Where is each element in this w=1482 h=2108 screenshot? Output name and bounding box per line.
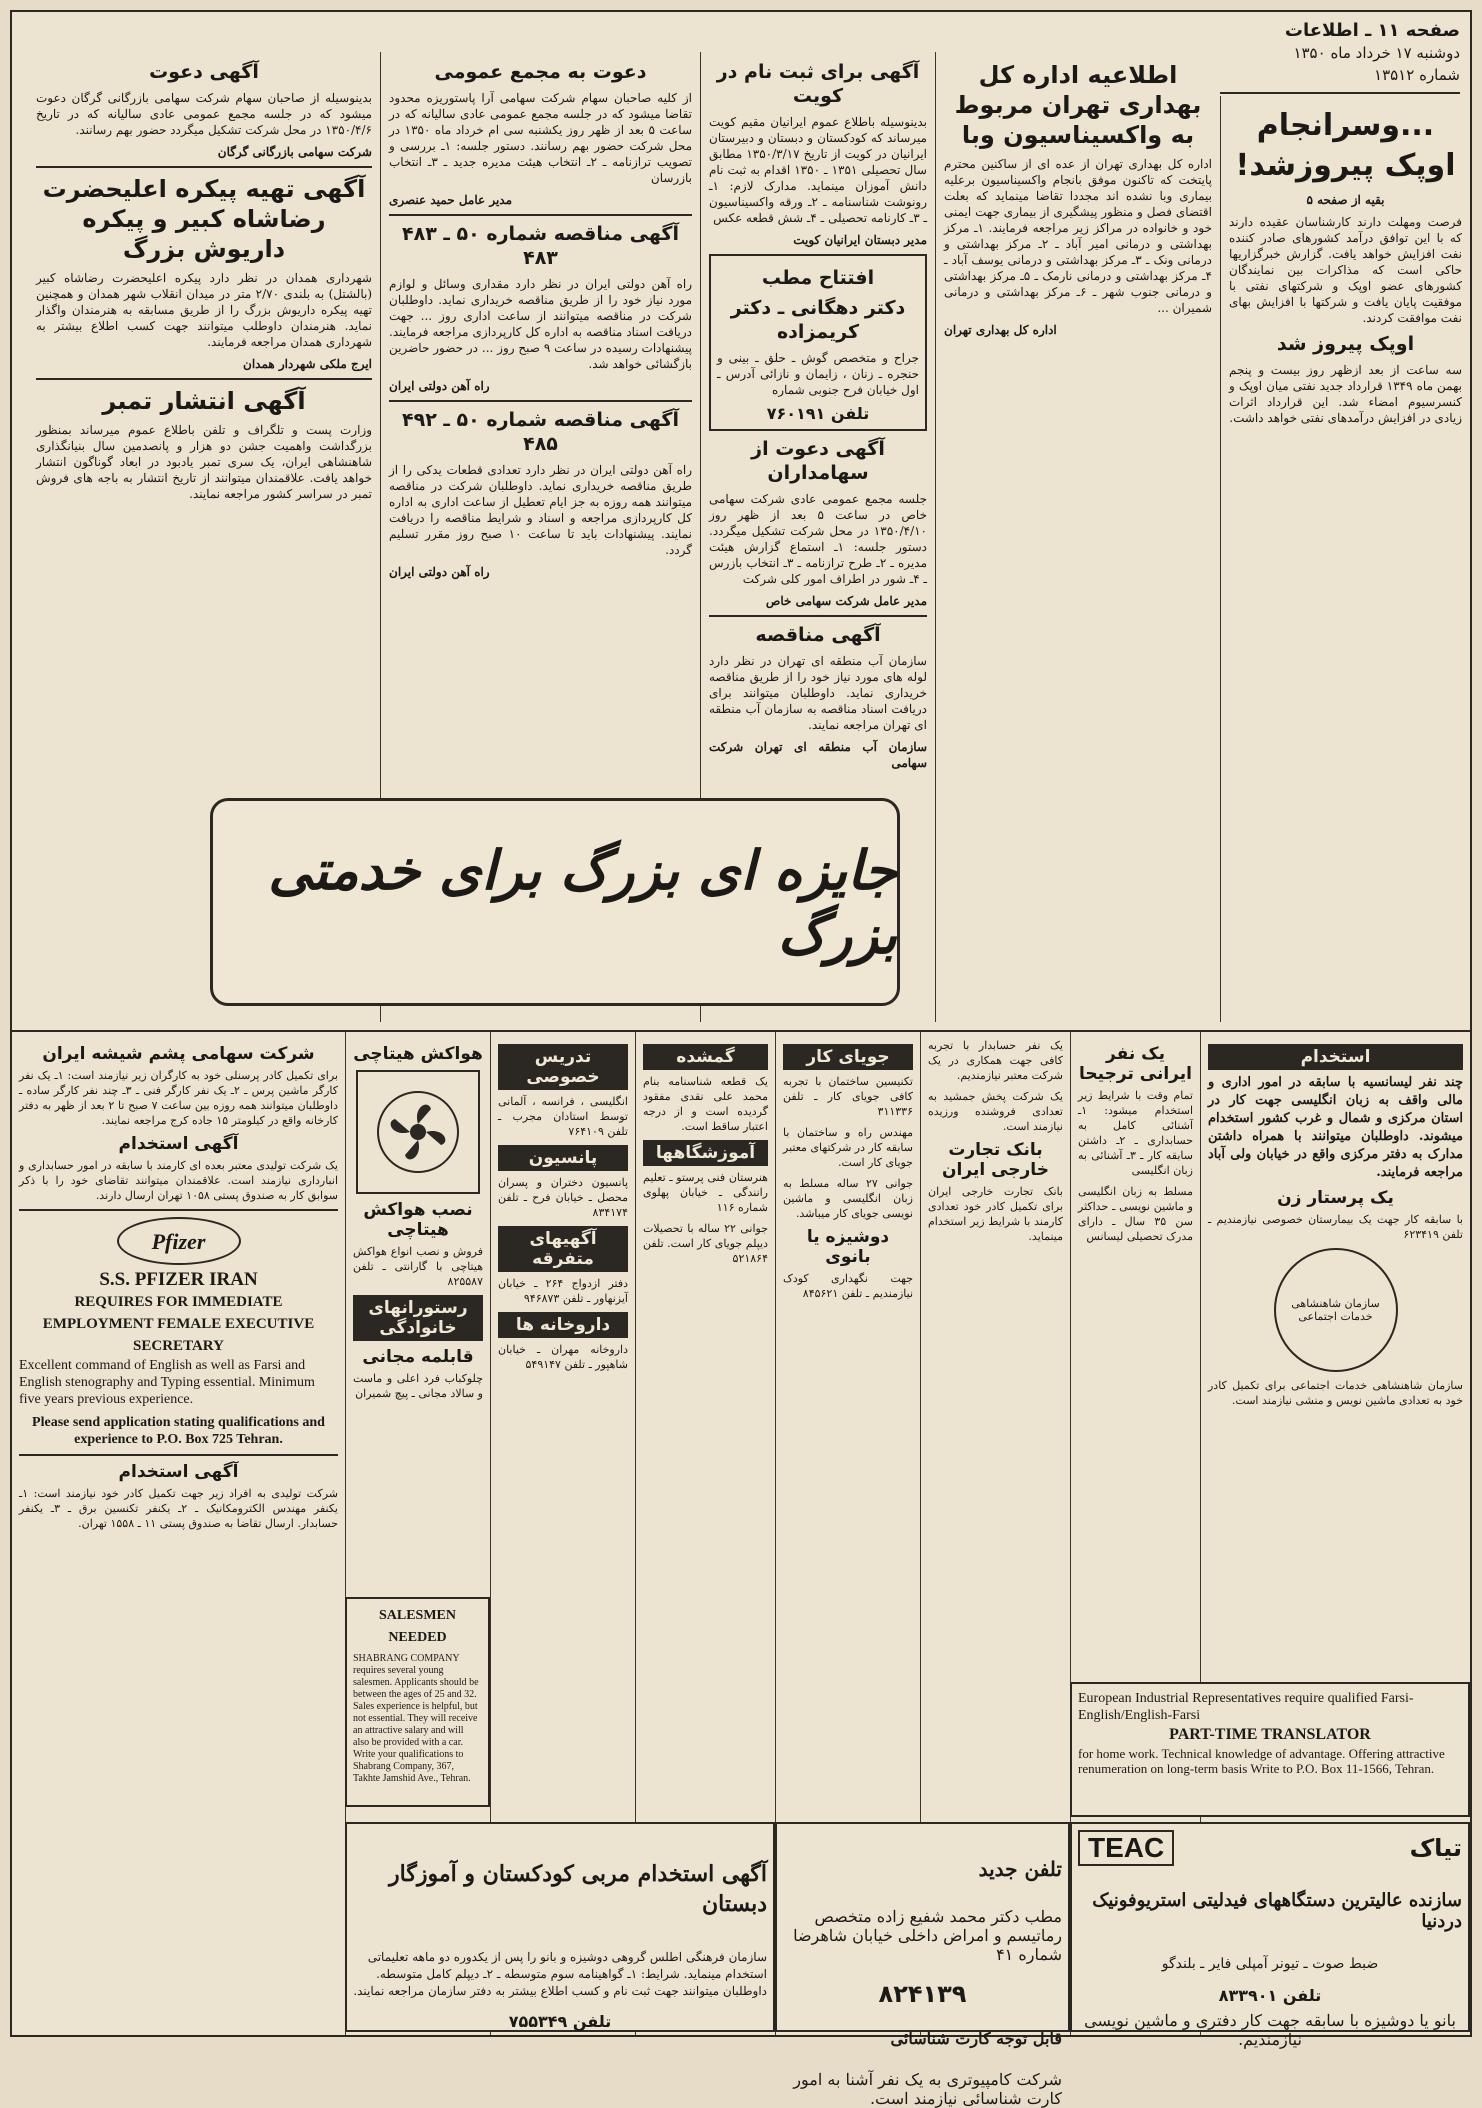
tutoring-heading: تدریس خصوصی xyxy=(498,1044,628,1090)
class-d-body: یک نفر حسابدار با تجربه کافی جهت همکاری در یک شرکت معتبر نیازمندیم. xyxy=(928,1039,1063,1082)
invitation-heading: آگهی دعوت xyxy=(149,61,259,83)
top-section xyxy=(12,12,1470,1022)
nurse-body: با سابقه کار جهت یک بیمارستان خصوصی نیازمندیم ـ تلفن ۶۲۳۴۱۹ xyxy=(1208,1213,1463,1241)
hiring-body: یک شرکت تولیدی معتبر بعده ای کارمند با سابقه در امور حسابداری و انبارداری نیازمند است. علاقمندان میتوانند تقاضای خود را با ذکر سوابق کار به صندوق پستی ۱۰۵۸ تهران ارسال دارند. xyxy=(19,1159,338,1202)
lost-body: یک قطعه شناسنامه بنام محمد علی نقدی مفقود گردیده است و از درجه اعتبار ساقط است. xyxy=(643,1075,768,1133)
invitation-footer: شرکت سهامی بازرگانی گرگان xyxy=(217,145,372,159)
fan-icon xyxy=(356,1070,480,1194)
class-e-body: تمام وقت با شرایط زیر استخدام میشود: ۱ـ آشنائی کامل به حسابداری ـ ۲ـ داشتن سابقه کار ـ ۳ـ آشنائی به زبان انگلیسی xyxy=(1078,1089,1193,1177)
hitachi-label: نصب هواکش هیتاچی xyxy=(363,1200,473,1240)
classifieds-section xyxy=(12,1030,1470,2108)
tender-1-footer: راه آهن دولتی ایران xyxy=(389,379,490,393)
new-phone-number: ۸۲۴۱۳۹ xyxy=(878,1980,967,2009)
teac-body-2: ضبط صوت ـ تیونر آمپلی فایر ـ بلندگو xyxy=(1161,1955,1379,1972)
hiring-heading: آگهی استخدام xyxy=(118,1134,239,1154)
boarding-body: پانسیون دختران و پسران محصل ـ خیابان فرح ـ تلفن ۸۳۴۱۷۴ xyxy=(498,1176,628,1219)
clinic-body: جراح و متخصص گوش ـ حلق ـ بینی و حنجره ـ زنان ، زایمان و نازائی آدرس ـ اول خیابان فرح جنوبی شماره xyxy=(717,351,919,397)
statue-footer: ایرج ملکی شهردار همدان xyxy=(243,357,372,371)
page-label: صفحه ۱۱ ـ اطلاعات xyxy=(1284,20,1460,41)
tender-1-heading: آگهی مناقصه شماره ۵۰ ـ ۴۸۳ ۴۸۳ xyxy=(402,223,679,269)
new-phone-ad xyxy=(775,1822,1070,2108)
divider xyxy=(36,166,372,168)
salesmen-ad xyxy=(345,1597,490,1807)
id-card-heading: قابل توجه کارت شناسائی xyxy=(890,2029,1062,2049)
divider xyxy=(709,615,927,617)
job-seeker-3: جوانی ۲۷ ساله مسلط به زبان انگلیسی و ماشین نویسی جویای کار میباشد. xyxy=(783,1177,913,1220)
class-e-heading: یک نفر ایرانی ترجیحا xyxy=(1079,1044,1192,1084)
employment-heading: استخدام xyxy=(1208,1044,1463,1070)
glass-body: برای تکمیل کادر پرسنلی خود به کارگران زیر نیازمند است: ۱ـ یک نفر کارگر ماشین پرس ـ ۲ـ یک نفر کارگر فنی ـ ۳ـ چند نفر کارگر ساده ـ داوطلبان میتوانند همه روزه بین ساعت ۷ صبح تا ۲ بعد از ظهر به دفتر کارخانه واقع در کیلومتر ۱۵ جاده کرج مراجعه نمایند. xyxy=(19,1069,339,1127)
opec-subhead: اوپک پیروز شد xyxy=(1276,333,1415,355)
kindergarten-phone: تلفن ۷۵۵۳۴۹ xyxy=(508,2011,612,2031)
date-line: دوشنبه ۱۷ خرداد ماه ۱۳۵۰ xyxy=(1293,44,1460,62)
job-seeker-4: جوانی ۲۲ ساله با تحصیلات دیپلم جویای کار است. تلفن ۵۲۱۸۶۴ xyxy=(643,1222,768,1265)
pharmacy-heading: داروخانه ها xyxy=(498,1312,628,1338)
issue-line: شماره ۱۳۵۱۲ xyxy=(1374,66,1460,84)
pfizer-body: Excellent command of English as well as Farsi and English stenography and Typing essential. Minimum five years previous experience. xyxy=(19,1358,315,1407)
stamp-heading: آگهی انتشار تمبر xyxy=(102,387,306,415)
classified-col-glass xyxy=(12,1032,345,2035)
social-services-body: سازمان شاهنشاهی خدمات اجتماعی برای تکمیل کادر خود به تعدادی ماشین نویس و منشی نیازمند است. xyxy=(1208,1379,1463,1407)
clinic-heading: افتتاح مطب xyxy=(761,267,875,289)
tender-2-footer: راه آهن دولتی ایران xyxy=(389,565,490,579)
cholera-footer: اداره کل بهداری تهران xyxy=(944,323,1057,337)
id-card-body: شرکت کامپیوتری به یک نفر آشنا به امور کارت شناسائی نیازمند است. xyxy=(793,2069,1062,2108)
assembly-heading: دعوت به مجمع عمومی xyxy=(434,61,647,83)
translator-ad xyxy=(1070,1682,1470,1817)
tender-2-body: راه آهن دولتی ایران در نظر دارد تعدادی قطعات یدکی را از طریق مناقصه خریداری نماید. داوطلبان شرکت در مناقصه میتوانند همه روزه به جز ایام تعطیل از ساعت اداری به اداره کل کارپردازی مراجعه و اسناد و شرایط مناقصه را دریافت نمایند. پیشنهادات باید تا ساعت ۱۰ صبح روز مقرر تسلیم گردد. xyxy=(389,463,692,557)
statue-body: شهرداری همدان در نظر دارد پیکره اعلیحضرت رضاشاه کبیر (بالشتل) به بلندی ۲/۷۰ متر در میدان انقلاب شهر همدان و همچنین تهیه پیکره داریوش بزرگ را از طریق مسابقه به هنرمندان واگذار نماید. هنرمندان داوطلب میتوانند جهت کسب اطلاع بیشتر به شهرداری همدان مراجعه فرمایند. xyxy=(36,271,372,349)
teac-logo: TEAC xyxy=(1078,1830,1174,1866)
schools-heading: آموزشگاهها xyxy=(643,1140,768,1166)
prize-banner: جایزه ای بزرگ برای خدمتی بزرگ xyxy=(210,798,900,1006)
factory-heading: آگهی استخدام xyxy=(118,1462,239,1482)
class-d-body-2: یک شرکت پخش جمشید به تعدادی فروشنده ورزیده نیازمند است. xyxy=(928,1090,1063,1133)
lost-heading: گمشده xyxy=(643,1044,768,1070)
pfizer-logo: Pfizer xyxy=(117,1217,241,1265)
pfizer-title: S.S. PFIZER IRAN xyxy=(99,1269,258,1290)
class-e-body-2: مسلط به زبان انگلیسی و ماشین نویسی ـ حداکثر سن ۳۵ سال ـ دارای مدرک تحصیلی لیسانس xyxy=(1078,1185,1193,1243)
clinic-ad xyxy=(709,254,927,431)
kuwait-body: بدینوسیله باطلاع عموم ایرانیان مقیم کویت میرساند که کودکستان و دبستان و دبیرستان ایرانیان در کویت از تاریخ ۱۳۵۰/۳/۱۷ مطابق سال تحصیلی ۱۳۵۱ ـ ۱۳۵۰ اقدام به ثبت نام دانش آموزان مینماید. مدارک لازم: ۱ـ رونوشت شناسنامه ـ ۲ـ ورقه واکسیناسیون ـ ۳ـ کارنامه تحصیلی ـ ۴ـ شش قطعه عکس xyxy=(709,115,928,225)
kindergarten-body: سازمان فرهنگی اطلس گروهی دوشیزه و بانو را پس از یکدوره دو ماهه تعلیماتی استخدام مینماید. شرایط: ۱ـ گواهینامه سوم متوسطه ـ ۲ـ دیپلم کامل متوسطه. داوطلبان میتوانند جهت ثبت نام و کسب اطلاع بیشتر به دفتر سازمان مراجعه نمایند. xyxy=(353,1949,767,1998)
opec-body-2: سه ساعت از بعد ازظهر روز بیست و پنجم بهمن ماه ۱۳۴۹ قرارداد جدید نفتی میان اوپک و کنسرسیوم امضاء شد. این قرارداد اثرات زیادی در افزایش درآمدهای نفتی خواهد داشت. xyxy=(1229,363,1462,425)
assembly-footer: مدیر عامل حمید عنصری xyxy=(389,193,513,207)
factory-body: شرکت تولیدی به افراد زیر جهت تکمیل کادر خود نیازمند است: ۱ـ یکنفر مهندس الکترومکانیک ـ ۲ـ یکنفر تکنسین برق ـ ۳ـ یکنفر حسابدار. ارسال تقاضا به صندوق پستی ۱۱ ـ ۱۵۵۸ تهران. xyxy=(19,1487,338,1530)
emblem-text: سازمان شاهنشاهی خدمات اجتماعی xyxy=(1291,1297,1380,1323)
shareholders-body: جلسه مجمع عمومی عادی شرکت سهامی خاص در ساعت ۵ بعد از ظهر روز ۱۳۵۰/۴/۱۰ در محل شرکت تشکیل میگردد. دستور جلسه: ۱ـ استماع گزارش هیئت مدیره ـ ۲ـ طرح ترازنامه ـ ۳ـ انتخاب بازرس ـ ۴ـ شور در اطراف امور کلی شرکت xyxy=(709,492,927,586)
misc-heading: آگهیهای متفرقه xyxy=(498,1226,628,1272)
translator-body-2: for home work. Technical knowledge of advantage. Offering attractive renumeration on long-term basis Write to P.O. Box 11-1566, Tehran. xyxy=(1078,1746,1445,1776)
restaurant-heading: رستورانهای خانوادگی xyxy=(353,1295,483,1341)
tender-1-body: راه آهن دولتی ایران در نظر دارد مقداری وسائل و لوازم مورد نیاز خود را از طریق مناقصه خریداری نماید. داوطلبان شرکت در مناقصه میتوانند از ساعت اداری روز ... جهت دریافت اسناد مناقصه به اداره کل کارپردازی مراجعه فرمایند. پیشنهادات رسیده در ساعت ۹ صبح روز ... در حضور حاضرین بازگشائی خواهد شد. xyxy=(389,277,692,371)
salesmen-title: SALESMEN NEEDED xyxy=(378,1608,457,1645)
boarding-heading: پانسیون xyxy=(498,1145,628,1171)
shareholders-heading: آگهی دعوت از سهامداران xyxy=(751,438,885,484)
cholera-body: اداره کل بهداری تهران از عده ای از ساکنین محترم پایتخت که تاکنون موفق بانجام واکسیناسیون برعلیه بیماری وبا نشده اند مجددا تقاضا مینماید که بعلت اقتضای فصل و منظور پیشگیری از بیماری جهت ایمنی خود و خانواده در مراکز زیر مراجعه فرمایند. ۱ـ مرکز بهداشتی و درمانی امیر آباد ـ ۲ـ مرکز بهداشتی و درمانی ونک ـ ۳ـ مرکز بهداشتی و درمانی یوسف آباد ـ ۴ـ مرکز بهداشتی و درمانی نارمک ـ ۵ـ مرکز بهداشتی و درمانی جنوب شهر ـ ۶ـ مرکز بهداشتی و درمانی شمیران ... xyxy=(944,157,1213,315)
water-tender-footer: سازمان آب منطقه ای تهران شرکت سهامی xyxy=(709,740,927,770)
assembly-body: از کلیه صاحبان سهام شرکت سهامی آرا پاستوریزه محدود تقاضا میشود که در جلسه مجمع عمومی عادی سالیانه که در ساعت ۵ بعد از ظهر روز یکشنبه سی ام خرداد ماه ۱۳۵۰ در محل شرکت حضور بهم رسانند. دستور جلسه: ۱ـ بررسی و تصویب ترازنامه ـ ۲ـ انتخاب هیئت مدیره جدید ـ ۳ـ انتخاب بازرسان xyxy=(389,91,693,185)
hitachi-brand: هواکش هیتاچی xyxy=(353,1044,483,1064)
translator-en xyxy=(1078,1690,1462,1776)
teac-ad xyxy=(1070,1822,1470,2049)
opec-headline: ...وسرانجام اوپک پیروزشد! xyxy=(1235,108,1456,183)
job-seeker-2: مهندس راه و ساختمان با سابقه کار در شرکتهای معتبر جویای کار است. xyxy=(783,1126,913,1169)
cholera-heading: اطلاعیه اداره کل بهداری تهران مربوط به واکسیناسیون وبا xyxy=(954,61,1202,149)
column-cholera xyxy=(935,52,1220,1022)
divider xyxy=(19,1454,338,1456)
restaurant-sub: قابلمه مجانی xyxy=(362,1347,474,1367)
job-seeker-1: تکنیسین ساختمان با تجربه کافی جویای کار ـ تلفن ۳۱۱۳۳۶ xyxy=(783,1075,913,1118)
shareholders-footer: مدیر عامل شرکت سهامی خاص xyxy=(765,594,927,608)
teac-phone: تلفن ۸۳۳۹۰۱ xyxy=(1218,1985,1322,2005)
opec-body: فرصت ومهلت دارند کارشناسان عقیده دارند که با این توافق درآمد کشورهای صادر کننده نفت افزایش خواهد یافت. گزارش خبرگزاریها حاکی است که مذاکرات بین نمایندگان کشورهای عضو اوپک و شرکتهای نفتی با موفقیت پایان یافت و شرکتها با افزایش بهای نفت موافقت کردند. xyxy=(1229,215,1462,325)
salesmen-body: SHABRANG COMPANY requires several young salesmen. Applicants should be between the ages of 25 and 32. Sales experience is helpful, but not essential. They will receive an attractive salary and will also be provided with a car. Write your qualifications to Shabrang Company, 367, Takhte Jamshid Ave., Tehran. xyxy=(353,1653,479,1784)
new-phone-heading: تلفن جدید xyxy=(978,1856,1062,1881)
translator-fa: بانو یا دوشیزه با سابقه جهت کار دفتری و ماشین نویسی نیازمندیم. xyxy=(1084,2010,1456,2049)
clinic-doctors: دکتر دهگانی ـ دکتر کریمزاده xyxy=(730,297,906,343)
water-tender-body: سازمان آب منطقه ای تهران در نظر دارد لوله های مورد نیاز خود را از طریق مناقصه خریداری نماید. داوطلبان میتوانند برای دریافت اسناد مناقصه به سازمان آب منطقه ای تهران مراجعه نمایند. xyxy=(709,654,927,732)
pfizer-ad xyxy=(19,1217,338,1448)
employment-body: چند نفر لیسانسیه با سابقه در امور اداری و مالی واقف به زبان انگلیسی جهت کار در استان مرکزی و شمال و غرب کشور استخدام میشوند. داوطلبان میتوانند با همراه داشتن مدارک به دفتر مرکزی واقع در خیابان ولی آباد مراجعه فرمایند. xyxy=(1208,1075,1463,1180)
stamp-body: وزارت پست و تلگراف و تلفن باطلاع عموم میرساند بمنظور بزرگداشت واهمیت جشن دو هزار و پانصدمین سال بنیانگذاری شاهنشاهی ایران، یک سری تمبر یادبود در ابعاد گوناگون انتشار خواهد یافت. علاقمندان میتوانند از تاریخ انتشار به باجه های فروش تمبر در سراسر کشور مراجعه نمایند. xyxy=(36,423,372,501)
divider xyxy=(389,400,692,402)
new-phone-body: مطب دکتر محمد شفیع زاده متخصص رماتیسم و امراض داخلی خیابان شاهرضا شماره ۴۱ xyxy=(793,1907,1062,1965)
kuwait-heading: آگهی برای ثبت نام در کویت xyxy=(716,61,920,107)
social-services-emblem-icon xyxy=(1274,1248,1398,1372)
bank-body: بانک تجارت خارجی ایران برای تکمیل کادر خود تعدادی کارمند با شرایط زیر استخدام مینماید. xyxy=(928,1185,1063,1243)
translator-title: PART-TIME TRANSLATOR xyxy=(1169,1726,1371,1743)
pfizer-footer: Please send application stating qualifications and experience to P.O. Box 725 Tehran. xyxy=(32,1415,325,1447)
kuwait-footer: مدیر دبستان ایرانیان کویت xyxy=(793,233,927,247)
hitachi-body: فروش و نصب انواع هواکش هیتاچی با گارانتی ـ تلفن ۸۲۵۵۸۷ xyxy=(353,1245,483,1288)
divider xyxy=(19,1209,338,1211)
nurse-heading: یک پرستار زن xyxy=(1277,1188,1394,1208)
bank-heading: بانک تجارت خارجی ایران xyxy=(942,1140,1049,1180)
newspaper-page xyxy=(10,10,1472,2108)
column-opec xyxy=(1220,96,1470,1022)
opec-see-page: بقیه از صفحه ۵ xyxy=(1306,193,1385,207)
tender-2-heading: آگهی مناقصه شماره ۵۰ ـ ۴۹۲ ۴۸۵ xyxy=(402,409,679,455)
restaurant-body: چلوکباب فرد اعلی و ماست و سالاد مجانی ـ پیچ شمیران xyxy=(353,1372,483,1400)
nanny-body: جهت نگهداری کودک نیازمندیم ـ تلفن ۸۴۵۶۲۱ xyxy=(783,1272,913,1300)
teac-brand-fa: تیاک xyxy=(1409,1834,1462,1862)
teac-body: سازنده عالیترین دستگاههای فیدلیتی استریوفونیک دردنیا xyxy=(1092,1889,1462,1932)
divider xyxy=(36,378,372,380)
water-tender-heading: آگهی مناقصه xyxy=(755,624,881,646)
misc-body: دفتر ازدواج ۲۶۴ ـ خیابان آیزنهاور ـ تلفن ۹۴۶۸۷۳ xyxy=(498,1277,628,1305)
statue-heading: آگهی تهیه پیکره اعلیحضرت رضاشاه کبیر و پیکره داریوش بزرگ xyxy=(42,175,366,263)
kindergarten-heading: آگهی استخدام مربی کودکستان و آموزگار دبستان xyxy=(389,1861,767,1918)
invitation-body: بدینوسیله از صاحبان سهام شرکت سهامی بازرگانی گرگان دعوت میشود که در جلسه مجمع عمومی عادی سالیانه که در تاریخ ۱۳۵۰/۴/۶ در محل شرکت تشکیل میگردد حضور بهم رسانند. xyxy=(36,91,372,137)
pharmacy-body: داروخانه مهران ـ خیابان شاهپور ـ تلفن ۵۴۹۱۴۷ xyxy=(498,1343,628,1371)
translator-body: European Industrial Representatives require qualified Farsi-English/English-Farsi xyxy=(1078,1691,1414,1723)
schools-body: هنرستان فنی پرستو ـ تعلیم رانندگی ـ خیابان پهلوی شماره ۱۱۶ xyxy=(643,1171,768,1214)
divider xyxy=(389,214,692,216)
kindergarten-ad xyxy=(345,1822,775,2032)
teac-brand-row xyxy=(1078,1830,1462,1866)
clinic-phone: تلفن ۷۶۰۱۹۱ xyxy=(766,404,870,423)
job-seekers-heading: جویای کار xyxy=(783,1044,913,1070)
tutoring-body: انگلیسی ، فرانسه ، آلمانی توسط استادان مجرب ـ تلفن ۷۶۴۱۰۹ xyxy=(498,1095,628,1138)
pfizer-subtitle: REQUIRES FOR IMMEDIATE EMPLOYMENT FEMALE EXECUTIVE SECRETARY xyxy=(42,1294,315,1354)
nanny-heading: دوشیزه یا بانوی xyxy=(806,1227,890,1267)
glass-heading: شرکت سهامی پشم شیشه ایران xyxy=(42,1044,315,1064)
